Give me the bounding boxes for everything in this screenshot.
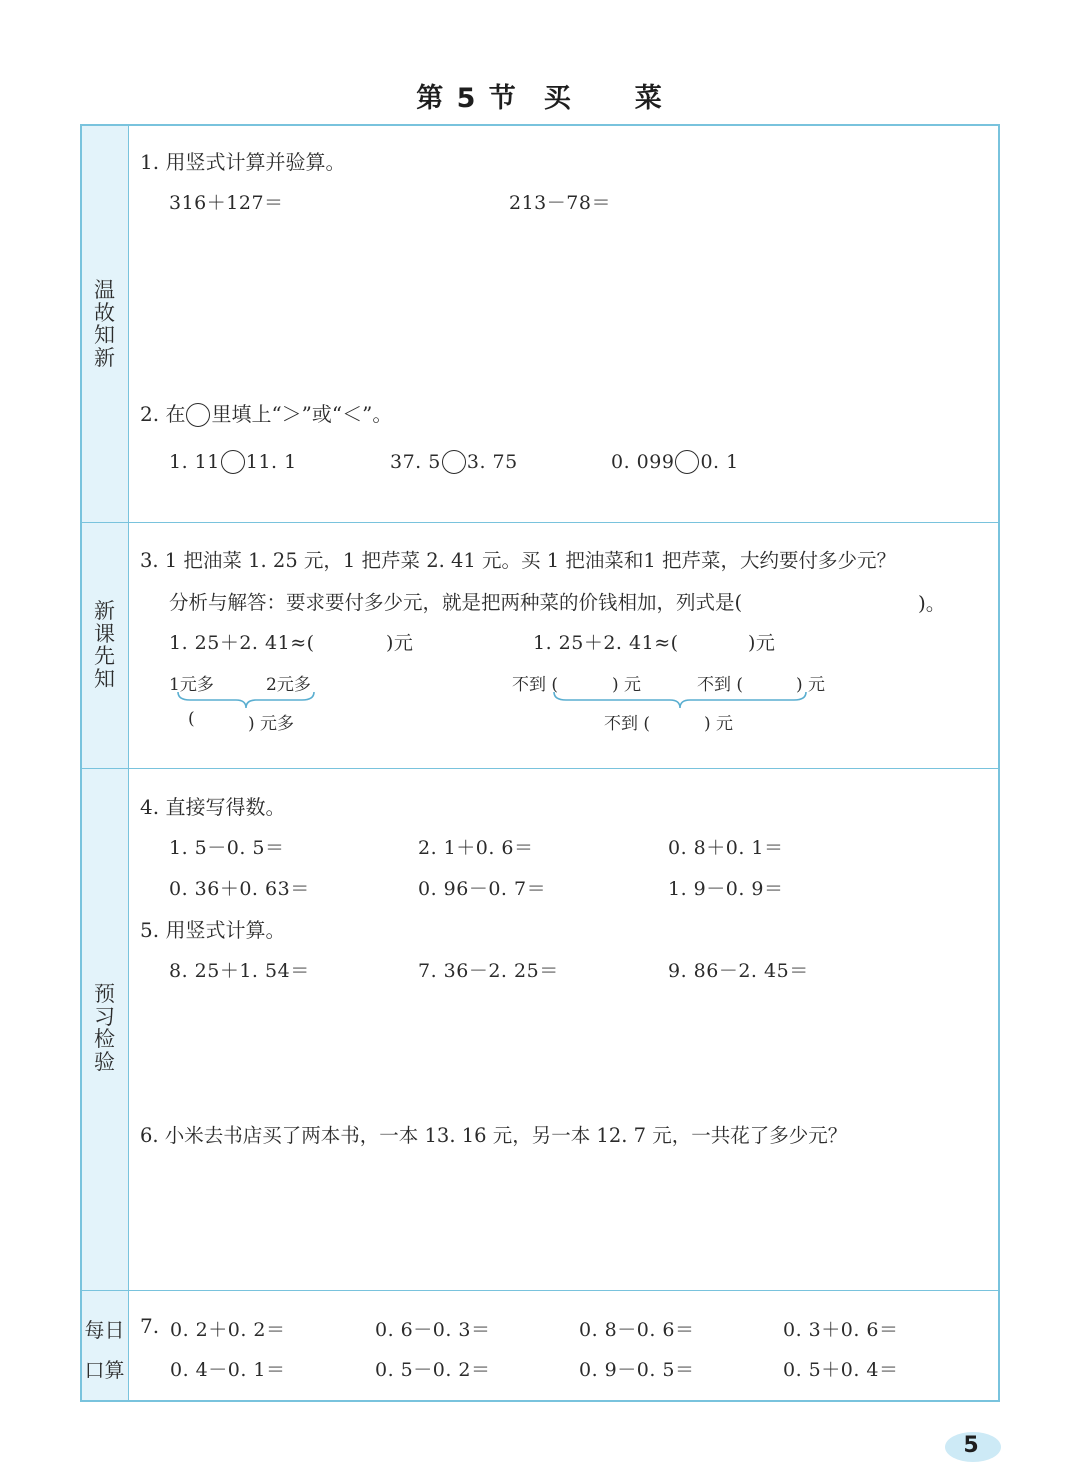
title-word-1: 买 [543, 83, 573, 114]
estimate-right-sum-end: ) 元 [704, 714, 734, 734]
compare-circle-input[interactable] [442, 450, 466, 474]
estimate-left-expr-end: )元 [386, 632, 414, 654]
question-7-item: 0. 5－0. 2＝ [375, 1359, 491, 1381]
brace-right-icon [552, 690, 808, 710]
estimate-right-sum: 不到 ( [604, 714, 651, 734]
compare-left: 0. 099 [611, 451, 675, 473]
compare-left: 37. 5 [390, 451, 441, 473]
question-1-item: 213－78＝ [509, 192, 611, 214]
question-7-item: 0. 4－0. 1＝ [170, 1359, 286, 1381]
estimate-left-expr: 1. 25＋2. 41≈( [169, 632, 315, 654]
compare-item [611, 450, 739, 474]
question-4-item: 0. 96－0. 7＝ [418, 878, 547, 900]
page-title [0, 76, 1080, 115]
section-label-text: 预习检验 [94, 982, 115, 1074]
question-4-item: 0. 36＋0. 63＝ [169, 878, 310, 900]
question-4-item: 0. 8＋0. 1＝ [668, 837, 784, 859]
estimate-right-a: 不到 ( [512, 675, 559, 695]
title-word-2: 菜 [634, 83, 664, 114]
title-section-number: 第 5 节 [416, 83, 518, 114]
estimate-right-expr: 1. 25＋2. 41≈( [533, 632, 679, 654]
compare-circle-input[interactable] [675, 450, 699, 474]
compare-item [390, 450, 518, 474]
circle-blank-icon [186, 403, 210, 427]
estimate-left-sum-end: ) 元多 [248, 714, 295, 734]
estimate-left-b: 2元多 [266, 675, 311, 695]
question-6-prompt: 6. 小米去书店买了两本书，一本 13. 16 元，另一本 12. 7 元，一共花了多少元？ [140, 1124, 848, 1147]
question-1-prompt: 1. 用竖式计算并验算。 [140, 150, 346, 174]
compare-right: 3. 75 [466, 451, 518, 473]
question-7-number: 7. [140, 1314, 160, 1338]
question-4-item: 1. 5－0. 5＝ [169, 837, 285, 859]
compare-right: 0. 1 [700, 451, 739, 473]
question-5-item: 8. 25＋1. 54＝ [169, 960, 310, 982]
question-7-item: 0. 3＋0. 6＝ [783, 1319, 899, 1341]
question-3-prompt: 3. 1 把油菜 1. 25 元，1 把芹菜 2. 41 元。买 1 把油菜和1 把芹菜，大约要付多少元？ [140, 549, 896, 572]
section-label-daily-2: 口算 [84, 1358, 125, 1382]
estimate-right-b: 不到 ( [697, 675, 744, 695]
question-2-prompt-b: 里填上“＞”或“＜”。 [211, 402, 393, 426]
question-7-item: 0. 8－0. 6＝ [579, 1319, 695, 1341]
question-5-prompt: 5. 用竖式计算。 [140, 918, 286, 942]
question-7-item: 0. 9－0. 5＝ [579, 1359, 695, 1381]
estimate-right-a-end: ) 元 [612, 675, 642, 695]
question-2-prompt [140, 398, 392, 427]
estimate-right-b-end: ) 元 [796, 675, 826, 695]
question-4-item: 1. 9－0. 9＝ [668, 878, 784, 900]
section-label-new-lesson [80, 600, 129, 690]
section-label-preview-check [80, 983, 129, 1073]
compare-left: 1. 11 [169, 451, 220, 473]
section-label-text: 温故知新 [94, 278, 115, 370]
question-2-prompt-a: 2. 在 [140, 402, 186, 426]
estimate-right-expr-end: )元 [748, 632, 776, 654]
question-3-analysis-blank-end: )。 [918, 591, 946, 615]
question-5-item: 7. 36－2. 25＝ [418, 960, 559, 982]
question-7-item: 0. 5＋0. 4＝ [783, 1359, 899, 1381]
brace-left-icon [176, 690, 316, 710]
question-4-item: 2. 1＋0. 6＝ [418, 837, 534, 859]
worksheet-frame [80, 124, 1000, 1402]
estimate-left-sum-open: ( [188, 709, 195, 729]
question-5-item: 9. 86－2. 45＝ [668, 960, 809, 982]
compare-circle-input[interactable] [221, 450, 245, 474]
estimate-left-a: 1元多 [169, 675, 214, 695]
section-divider [80, 522, 1000, 523]
question-3-analysis: 分析与解答：要求要付多少元，就是把两种菜的价钱相加，列式是( [169, 591, 743, 614]
question-7-item: 0. 6－0. 3＝ [375, 1319, 491, 1341]
question-4-prompt: 4. 直接写得数。 [140, 795, 286, 819]
section-divider [80, 1290, 1000, 1291]
section-label-review [80, 279, 129, 369]
compare-item [169, 450, 297, 474]
page-number: 5 [963, 1433, 979, 1458]
question-1-item: 316＋127＝ [169, 192, 284, 214]
question-7-item: 0. 2＋0. 2＝ [170, 1319, 286, 1341]
section-label-daily-1: 每日 [84, 1318, 125, 1342]
section-divider [80, 768, 1000, 769]
section-label-text: 新课先知 [94, 599, 115, 691]
compare-right: 11. 1 [245, 451, 297, 473]
